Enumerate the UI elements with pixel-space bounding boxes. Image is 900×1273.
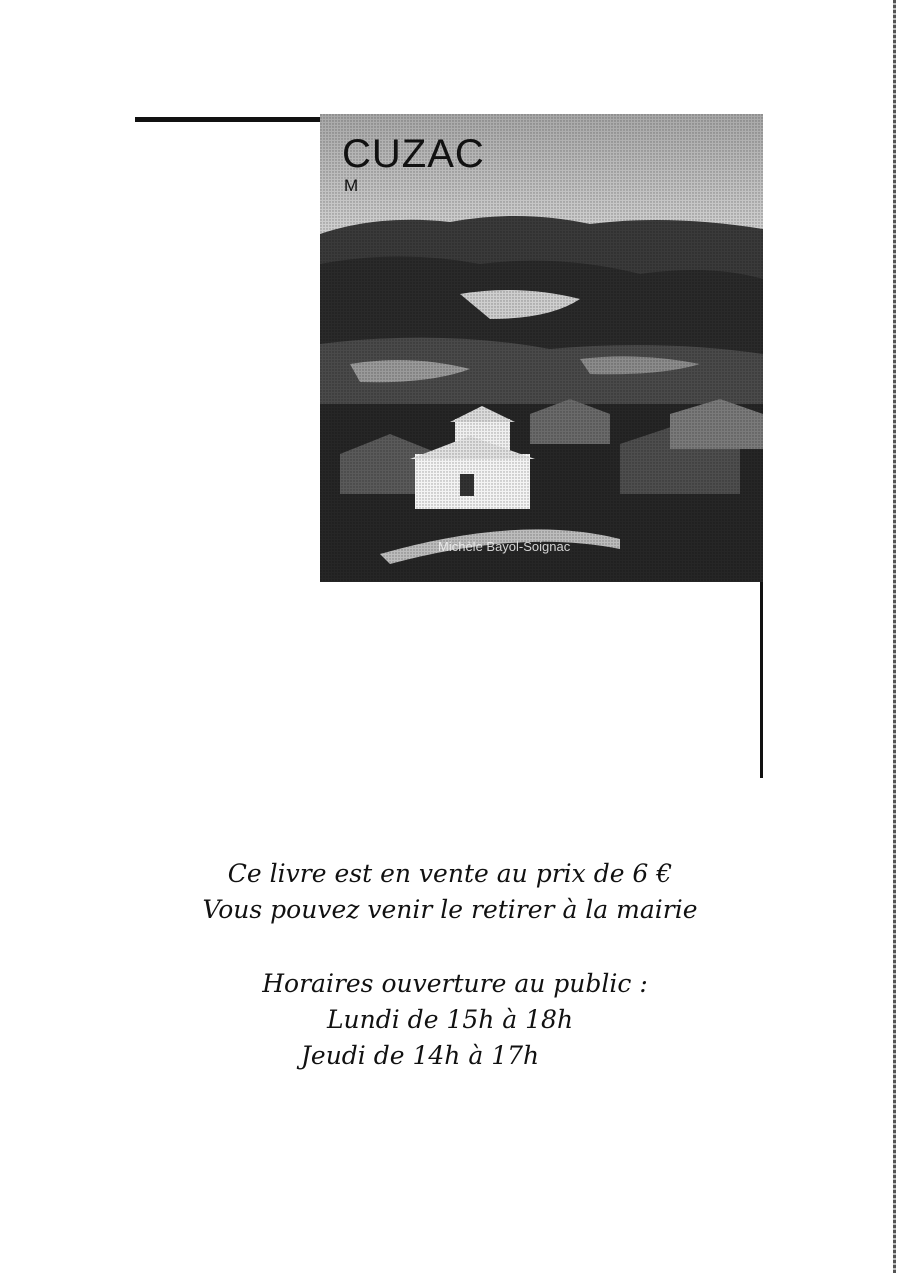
sale-notice: [0, 856, 900, 928]
right-rule: [760, 580, 763, 778]
cover-photo: [320, 114, 763, 582]
opening-hours: [0, 966, 900, 1074]
book-title: CUZAC: [342, 132, 485, 176]
book-cover: [320, 114, 763, 582]
pickup-line: Vous pouvez venir le retirer à la mairie: [202, 895, 698, 924]
book-subtitle: M: [344, 176, 359, 195]
top-rule: [135, 117, 325, 122]
hours-heading: Horaires ouverture au public :: [262, 969, 648, 998]
book-author: Michèle Bayol-Soignac: [438, 539, 571, 554]
hours-thursday: Jeudi de 14h à 17h: [300, 1041, 540, 1070]
sale-price-line: Ce livre est en vente au prix de 6 €: [227, 859, 673, 888]
hours-monday: Lundi de 15h à 18h: [326, 1005, 574, 1034]
page-edge-border: [893, 0, 896, 1273]
